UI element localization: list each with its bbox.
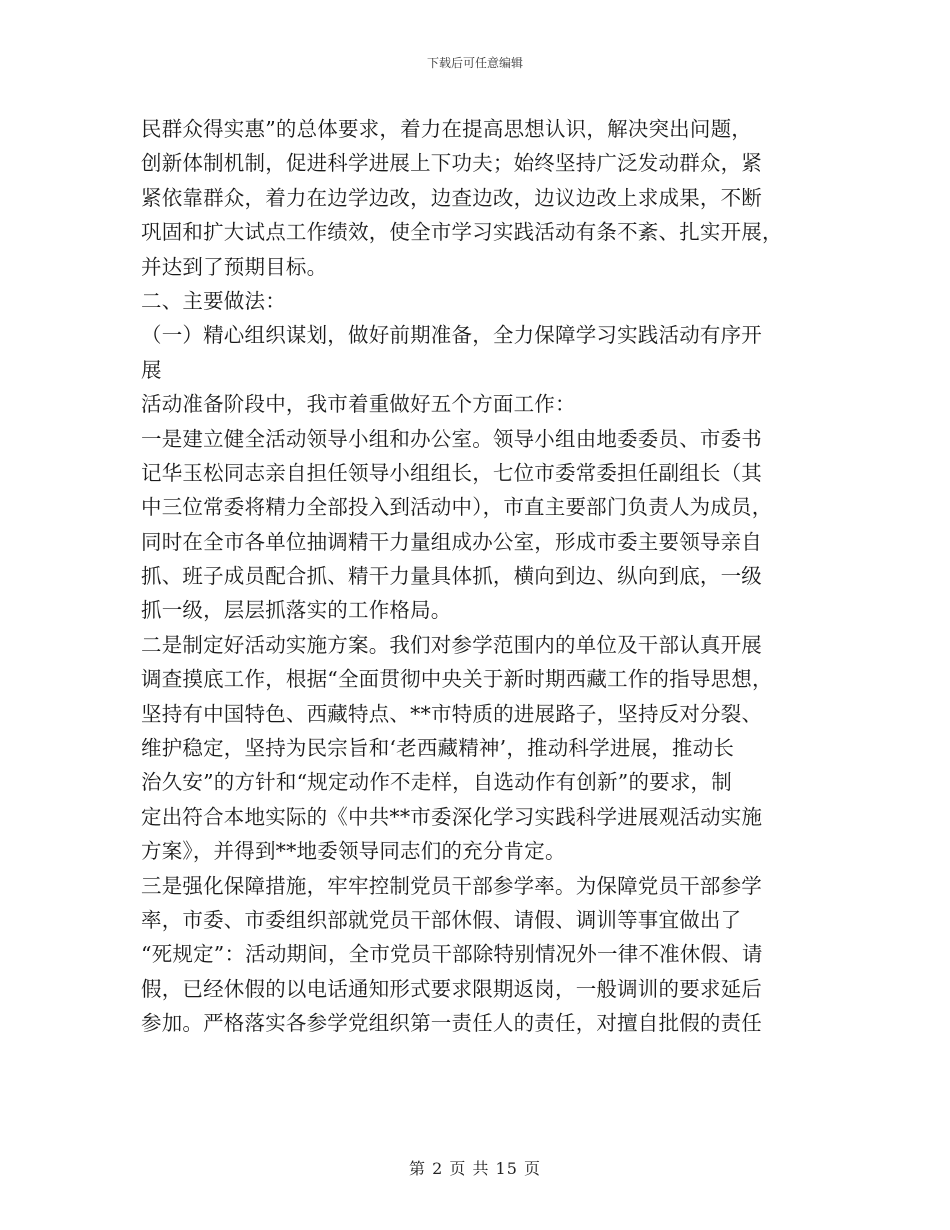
body-line: 维护稳定，坚持为民宗旨和‘老西藏精神’，推动科学进展，推动长	[141, 736, 735, 761]
page-footer: 第 2 页 共 15 页	[409, 1159, 541, 1178]
body-line: 创新体制机制，促进科学进展上下功夫；始终坚持广泛发动群众，紧	[141, 151, 762, 176]
body-line: 活动准备阶段中，我市着重做好五个方面工作：	[141, 392, 576, 417]
body-text	[141, 112, 821, 1041]
body-line: 坚持有中国特色、西藏特点、**市特质的进展路子，坚持反对分裂、	[141, 701, 763, 726]
body-line: 假，已经休假的以电话通知形式要求限期返岗，一般调训的要求延后	[141, 976, 762, 1001]
body-line: 调查摸底工作，根据“全面贯彻中央关于新时期西藏工作的指导思想，	[141, 667, 773, 692]
body-line: “死规定”：活动期间，全市党员干部除特别情况外一律不准休假、请	[141, 942, 763, 967]
body-line: 二是制定好活动实施方案。我们对参学范围内的单位及干部认真开展	[141, 632, 762, 657]
body-line: 率，市委、市委组织部就党员干部休假、请假、调训等事宜做出了	[141, 907, 742, 932]
body-line: 三是强化保障措施，牢牢控制党员干部参学率。为保障党员干部参学	[141, 873, 762, 898]
body-line: 方案》，并得到**地委领导同志们的充分肯定。	[141, 839, 566, 864]
subsection-heading-cont: 展	[141, 357, 162, 382]
body-line: 定出符合本地实际的《中共**市委深化学习实践科学进展观活动实施	[141, 804, 763, 829]
body-line: 参加。严格落实各参学党组织第一责任人的责任，对擅自批假的责任	[141, 1011, 762, 1036]
subsection-heading: （一）精心组织谋划，做好前期准备，全力保障学习实践活动有序开	[141, 323, 762, 348]
body-line: 记华玉松同志亲自担任领导小组组长，七位市委常委担任副组长（其	[141, 460, 762, 485]
body-line: 治久安”的方针和“规定动作不走样，自选动作有创新”的要求，制	[141, 770, 732, 795]
section-heading: 二、主要做法：	[141, 288, 286, 313]
body-line: 民群众得实惠”的总体要求，着力在提高思想认识，解决突出问题，	[141, 117, 752, 141]
body-line: 抓、班子成员配合抓、精干力量具体抓，横向到边、纵向到底，一级	[141, 564, 762, 589]
body-line: 中三位常委将精力全部投入到活动中），市直主要部门负责人为成员，	[141, 495, 773, 520]
body-line: 巩固和扩大试点工作绩效，使全市学习实践活动有条不紊、扎实开展，	[141, 220, 783, 245]
body-line: 紧依靠群众，着力在边学边改，边查边改，边议边改上求成果，不断	[141, 185, 762, 210]
body-line: 同时在全市各单位抽调精干力量组成办公室，形成市委主要领导亲自	[141, 529, 762, 554]
body-line: 并达到了预期目标。	[141, 254, 328, 279]
body-line: 一是建立健全活动领导小组和办公室。领导小组由地委委员、市委书	[141, 426, 762, 451]
page-header: 下载后可任意编辑	[426, 56, 523, 70]
body-line: 抓一级，层层抓落实的工作格局。	[141, 598, 452, 623]
